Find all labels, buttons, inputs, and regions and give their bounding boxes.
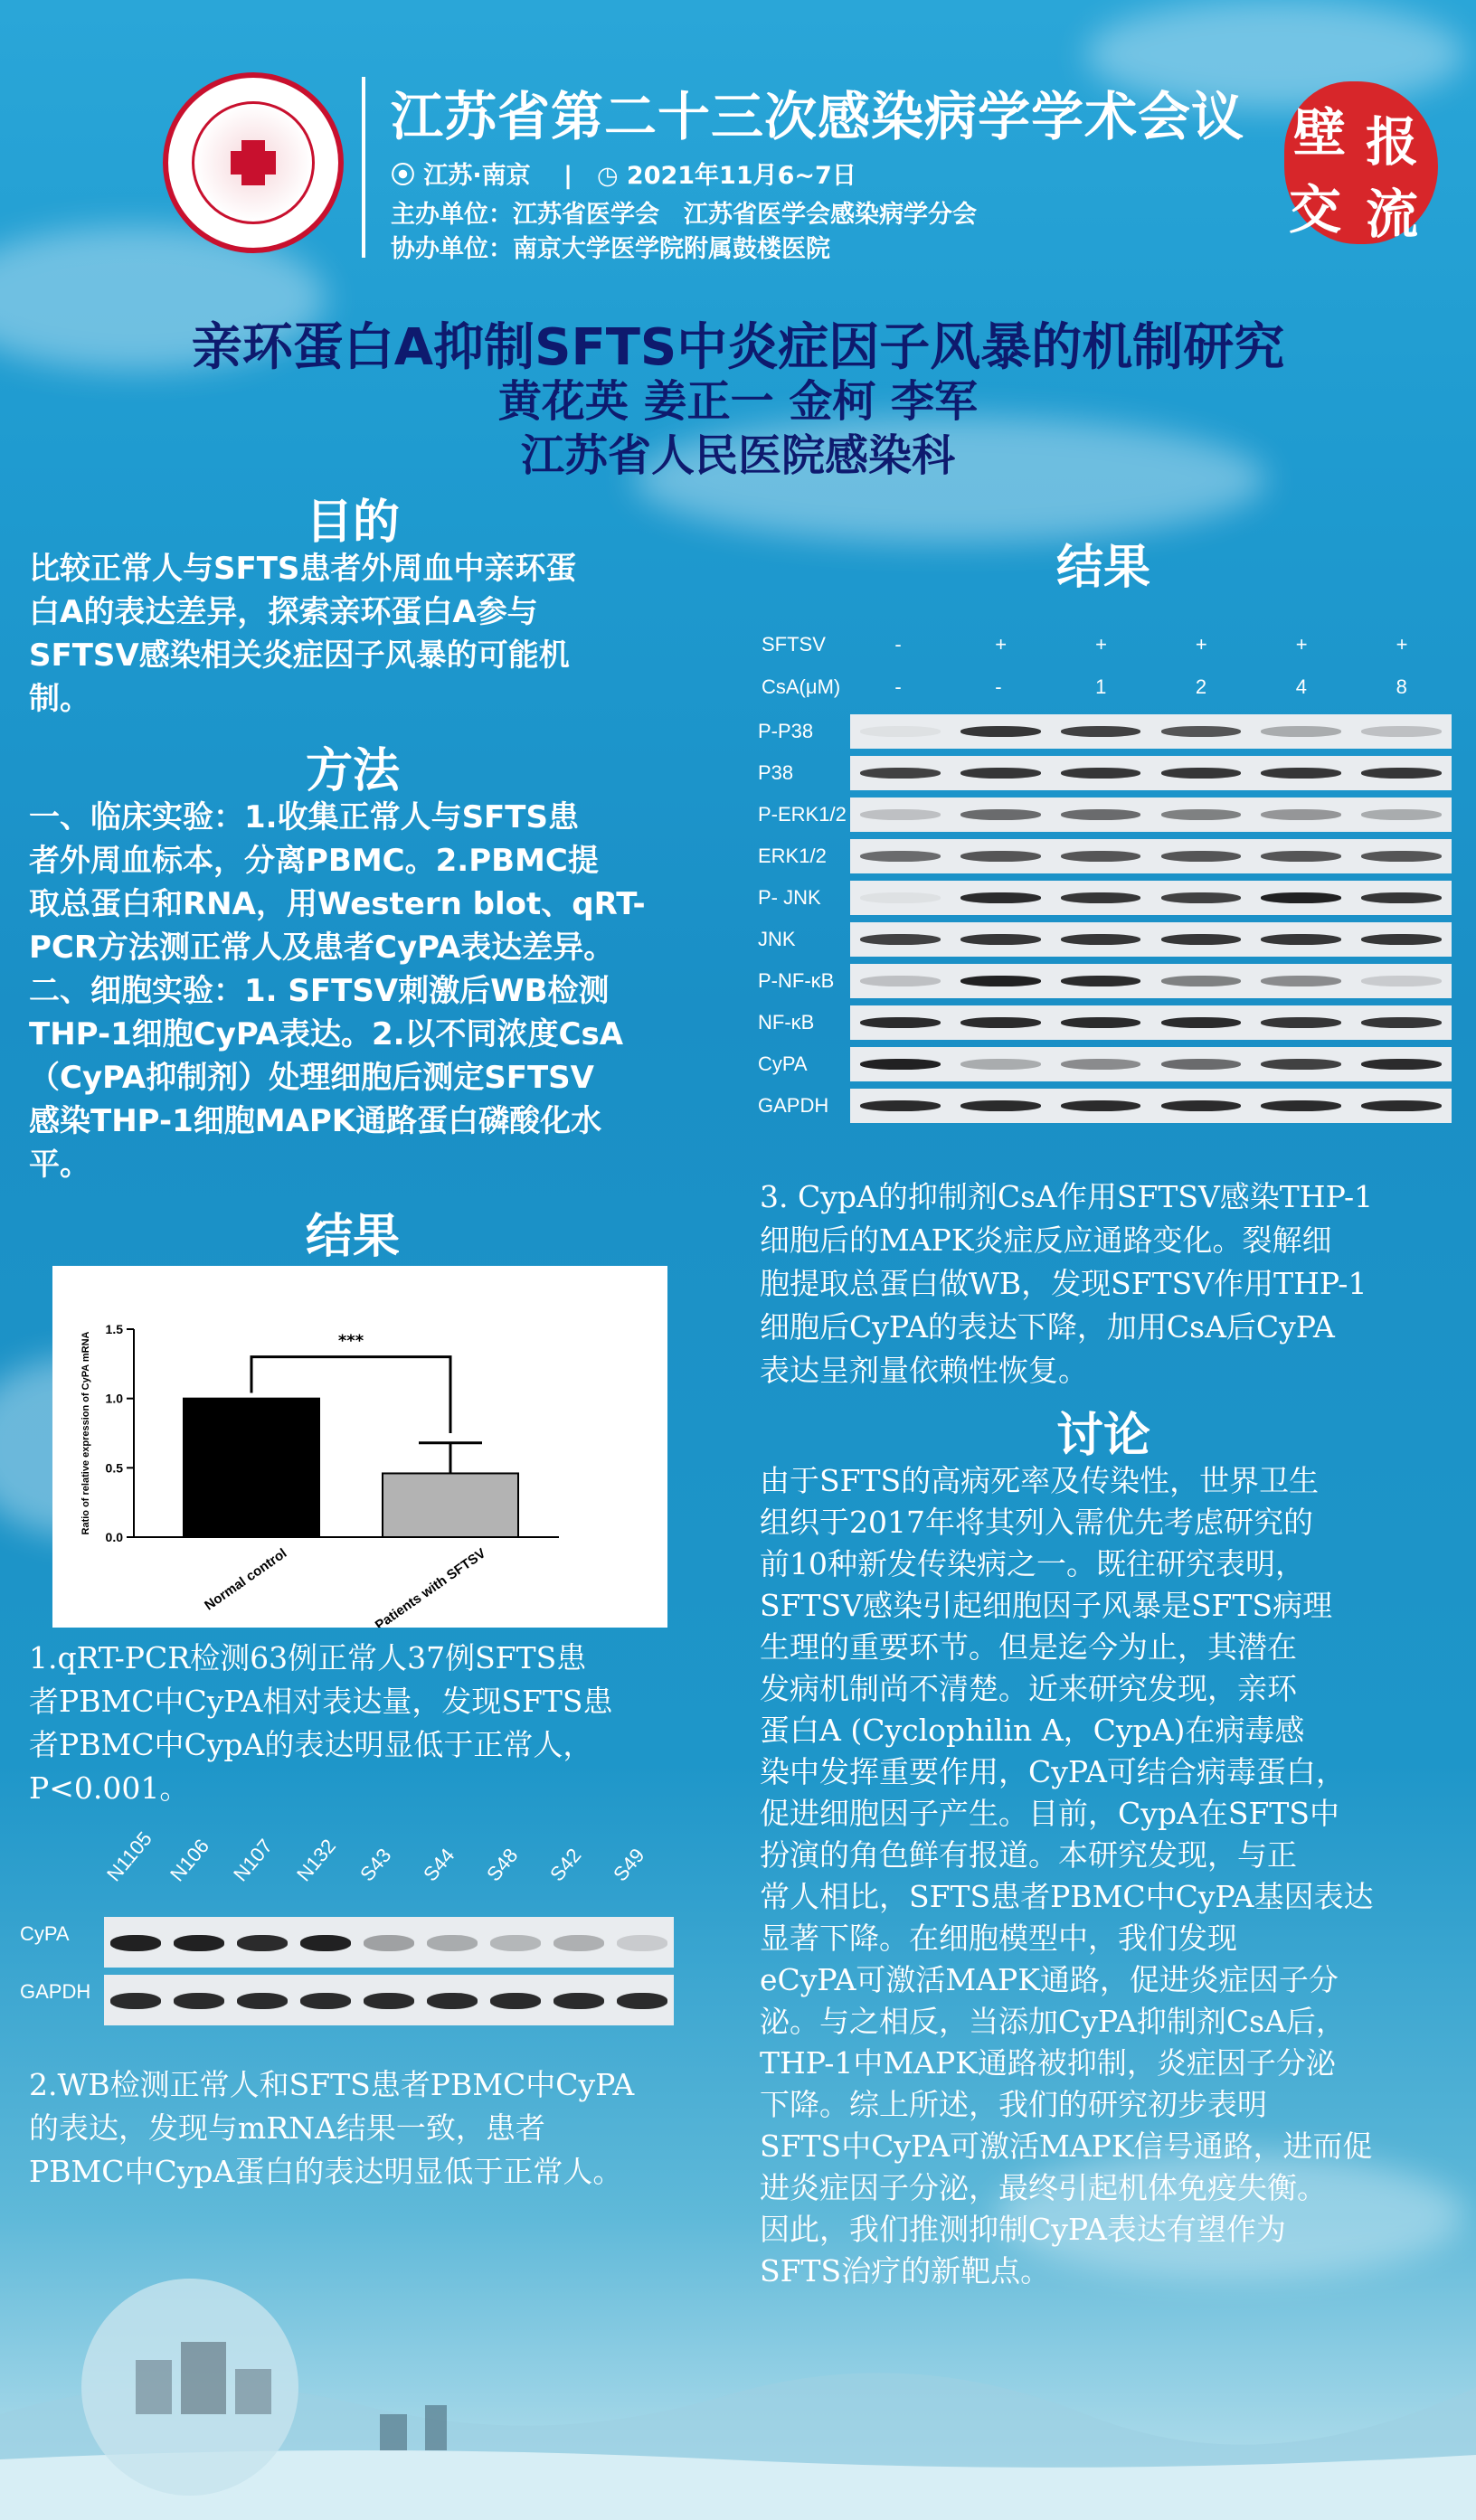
csa-lane-value: 1 <box>1095 675 1107 698</box>
text-line: 显著下降。在细胞模型中，我们发现 <box>760 1921 1237 1956</box>
purpose-heading: 目的 <box>305 496 400 550</box>
text-line: eCyPA可激活MAPK通路，促进炎症因子分 <box>760 1962 1339 1997</box>
blot-band <box>1061 892 1141 903</box>
blot-band <box>1361 851 1442 862</box>
blot-lane-label: N1105 <box>102 1826 156 1886</box>
blot-band <box>174 1935 224 1951</box>
co-organizer-label: 协办单位： <box>391 235 513 263</box>
blot-band <box>110 1993 161 2009</box>
blot-row-label: GAPDH <box>20 1980 91 2003</box>
text-line: 表达呈剂量依赖性恢复。 <box>760 1353 1088 1388</box>
blot-strip <box>850 839 1452 873</box>
conference-location: 江苏·南京 <box>423 162 531 190</box>
co-organizer: 南京大学医学院附属鼓楼医院 <box>513 235 830 263</box>
blot-lane-label: S43 <box>355 1844 396 1886</box>
y-tick-label: 0.0 <box>105 1530 123 1544</box>
blot-band <box>960 1017 1041 1028</box>
blot-row-label: CyPA <box>758 1052 808 1075</box>
blot-band <box>1161 726 1242 737</box>
blot-strip <box>850 1089 1452 1123</box>
blot-row-label: ERK1/2 <box>758 845 827 867</box>
text-line: SFTSV感染引起细胞因子风暴是SFTS病理 <box>760 1588 1333 1623</box>
conference-location-date <box>391 156 856 191</box>
logo-emblem <box>192 101 315 224</box>
x-category-label: Normal control <box>202 1545 290 1614</box>
y-tick-label: 0.5 <box>105 1460 123 1476</box>
blot-band <box>490 1935 541 1951</box>
text-line: 的表达，发现与mRNA结果一致，患者 <box>29 2110 545 2146</box>
blot-strip <box>850 798 1452 832</box>
blot-band <box>1261 809 1341 820</box>
text-line: THP-1中MAPK通路被抑制，炎症因子分泌 <box>760 2045 1336 2081</box>
blot-band <box>427 1935 478 1951</box>
text-line: 发病机制尚不清楚。近来研究发现，亲环 <box>760 1671 1297 1706</box>
blot-band <box>1261 1059 1341 1070</box>
blot-band <box>1161 892 1242 903</box>
blot-band <box>860 1017 941 1028</box>
blot-band <box>860 851 941 862</box>
building <box>136 2360 172 2414</box>
text-line: 平。 <box>29 1147 90 1183</box>
blot-band <box>1061 809 1141 820</box>
blot-band <box>960 1059 1041 1070</box>
blot-band <box>860 976 941 986</box>
blot-band <box>960 892 1041 903</box>
text-line: P<0.001。 <box>29 1770 190 1806</box>
text-line: 白A的表达差异，探索亲环蛋白A参与 <box>29 594 538 630</box>
text-line: 比较正常人与SFTS患者外周血中亲环蛋 <box>29 551 577 587</box>
blot-band <box>1161 1059 1242 1070</box>
blot-band <box>860 726 941 737</box>
blot-band <box>1361 1017 1442 1028</box>
blot-band <box>1061 934 1141 945</box>
text-line: （CyPA抑制剂）处理细胞后测定SFTSV <box>29 1060 594 1096</box>
y-tick-label: 1.5 <box>105 1322 123 1336</box>
text-line: 扮演的角色鲜有报道。本研究发现，与正 <box>760 1837 1297 1873</box>
text-line: 者PBMC中CypA的表达明显低于正常人， <box>29 1727 593 1762</box>
western-blot-mapk <box>742 624 1465 1130</box>
stamp-char: 报 <box>1366 111 1419 173</box>
blot-band <box>960 1100 1041 1111</box>
text-line: 进炎症因子分泌，最终引起机体免疫失衡。 <box>760 2170 1327 2205</box>
blot-strip <box>850 964 1452 998</box>
blot-band <box>960 768 1041 779</box>
y-axis-label: Ratio of relative expression of CyPA mRNA <box>80 1331 91 1535</box>
clock-icon: | ◷ <box>539 162 627 190</box>
blot-band <box>1261 892 1341 903</box>
text-line: 1.qRT-PCR检测63例正常人37例SFTS患 <box>29 1640 587 1675</box>
blot-row-label: P-P38 <box>758 720 814 742</box>
cross-icon <box>231 151 276 175</box>
text-line: 生理的重要环节。但是迄今为止，其潜在 <box>760 1629 1297 1665</box>
blot-band <box>1061 851 1141 862</box>
sftsv-lane-value: + <box>1396 633 1408 656</box>
conference-title: 江苏省第二十三次感染病学学术会议 <box>391 86 1245 147</box>
results-right-heading: 结果 <box>1055 541 1150 595</box>
text-line: 胞提取总蛋白做WB，发现SFTSV作用THP-1 <box>760 1266 1367 1301</box>
text-line: 组织于2017年将其列入需优先考虑研究的 <box>760 1505 1313 1540</box>
blot-band <box>960 851 1041 862</box>
text-line: 由于SFTS的高病死率及传染性，世界卫生 <box>760 1463 1320 1498</box>
conference-date: 2021年11月6~7日 <box>626 162 856 190</box>
blot-band <box>1361 809 1442 820</box>
blot-strip <box>850 1005 1452 1040</box>
organizer: 江苏省医学会 江苏省医学会感染病学分会 <box>513 201 977 229</box>
text-line: SFTS中CyPA可激活MAPK信号通路，进而促 <box>760 2128 1373 2164</box>
blot-row-label: P-NF-κB <box>758 969 835 992</box>
poster-exchange-stamp <box>1284 72 1438 253</box>
blot-row-label: GAPDH <box>758 1094 829 1117</box>
blot-lane-label: S42 <box>545 1844 586 1886</box>
text-line: PCR方法测正常人及患者CyPA表达差异。 <box>29 930 615 966</box>
blot-band <box>860 1100 941 1111</box>
text-line: PBMC中CypA蛋白的表达明显低于正常人。 <box>29 2154 623 2189</box>
blot-band <box>1261 851 1341 862</box>
stamp-char: 流 <box>1366 184 1419 245</box>
blot-lane-label: S48 <box>482 1844 523 1886</box>
blot-row-label: P38 <box>758 761 794 784</box>
methods-heading: 方法 <box>305 744 400 798</box>
co-organizer-line <box>391 229 830 264</box>
blot-band <box>1161 809 1242 820</box>
text-line: SFTSV感染相关炎症因子风暴的可能机 <box>29 637 570 674</box>
csa-row-label: CsA(μM) <box>762 675 841 698</box>
association-logo <box>163 72 344 253</box>
blot-strip <box>850 756 1452 790</box>
blot-band <box>554 1935 604 1951</box>
bar-chart-svg <box>52 1266 667 1628</box>
blot-band <box>1161 851 1242 862</box>
sftsv-lane-value: + <box>995 633 1008 656</box>
blot-band <box>364 1935 414 1951</box>
blot-band <box>1361 768 1442 779</box>
text-line: 泌。与之相反，当添加CyPA抑制剂CsA后， <box>760 2004 1346 2039</box>
csa-lane-value: 4 <box>1295 675 1307 698</box>
blot-band <box>1361 726 1442 737</box>
stamp-char: 壁 <box>1293 102 1347 164</box>
blot-band <box>860 768 941 779</box>
sftsv-lane-value: + <box>1195 633 1207 656</box>
csa-lane-value: - <box>894 675 902 698</box>
text-line: 蛋白A (Cyclophilin A，CypA)在病毒感 <box>760 1713 1305 1748</box>
text-line: 制。 <box>29 681 90 717</box>
blot-band <box>1061 1100 1141 1111</box>
bar <box>184 1399 319 1537</box>
text-line: 者PBMC中CyPA相对表达量，发现SFTS患 <box>29 1684 613 1719</box>
text-line: 2.WB检测正常人和SFTS患者PBMC中CyPA <box>29 2067 635 2102</box>
sftsv-lane-value: + <box>1095 633 1107 656</box>
sftsv-lane-value: - <box>894 633 902 656</box>
organizer-line <box>391 194 977 230</box>
blot-band <box>860 934 941 945</box>
paper-authors: 黄花英 姜正一 金柯 李军 <box>497 376 979 427</box>
blot-band <box>110 1935 161 1951</box>
blot-band <box>1361 1059 1442 1070</box>
blot-band <box>1061 1017 1141 1028</box>
blot-band <box>1261 1017 1341 1028</box>
blot-band <box>1161 976 1242 986</box>
significance-label: *** <box>337 1331 364 1351</box>
building <box>181 2342 226 2414</box>
text-line: 者外周血标本，分离PBMC。2.PBMC提 <box>29 843 599 879</box>
blot-row-label: NF-κB <box>758 1011 815 1033</box>
blot-lane-label: N106 <box>166 1834 214 1886</box>
text-line: 二、细胞实验：1. SFTSV刺激后WB检测 <box>29 973 610 1009</box>
blot-band <box>1161 768 1242 779</box>
blot-band <box>1261 976 1341 986</box>
blot-band <box>1061 1059 1141 1070</box>
blot-band <box>860 809 941 820</box>
blot-strip <box>104 1917 674 1968</box>
text-line: THP-1细胞CyPA表达。2.以不同浓度CsA <box>29 1016 624 1052</box>
blot-band <box>427 1993 478 2009</box>
blot-lane-label: N107 <box>229 1834 278 1886</box>
building <box>380 2414 407 2450</box>
blot-band <box>1161 934 1242 945</box>
blot-lane-label: S49 <box>609 1844 649 1886</box>
sftsv-lane-value: + <box>1295 633 1308 656</box>
blot-band <box>960 809 1041 820</box>
bar <box>383 1473 518 1537</box>
blot-lane-label: S44 <box>419 1844 459 1886</box>
result-caption-2 <box>29 2063 689 2194</box>
blot-band <box>1361 934 1442 945</box>
blot-strip <box>850 881 1452 915</box>
text-line: 促进细胞因子产生。目前，CypA在SFTS中 <box>760 1796 1339 1831</box>
blot-band <box>1261 1100 1341 1111</box>
blot-band <box>364 1993 414 2009</box>
results-left-heading: 结果 <box>305 1210 400 1264</box>
blot-band <box>960 976 1041 986</box>
blot-row-label: JNK <box>758 928 796 950</box>
blot-band <box>300 1935 351 1951</box>
blot-band <box>1261 934 1341 945</box>
blot-band <box>1361 1100 1442 1111</box>
location-pin-icon: ⦿ <box>391 162 424 190</box>
blot-band <box>490 1993 541 2009</box>
blot-strip <box>850 714 1452 749</box>
blot-band <box>860 1059 941 1070</box>
text-line: 常人相比，SFTS患者PBMC中CyPA基因表达 <box>760 1879 1374 1914</box>
blot-row-label: CyPA <box>20 1922 70 1945</box>
blot-band <box>1061 726 1141 737</box>
discussion-heading: 讨论 <box>1055 1409 1150 1463</box>
paper-affiliation: 江苏省人民医院感染科 <box>520 430 955 481</box>
blot-lane-label: N132 <box>292 1834 341 1886</box>
blot-band <box>617 1935 667 1951</box>
text-line: 下降。综上所述，我们的研究初步表明 <box>760 2087 1267 2122</box>
paper-title: 亲环蛋白A抑制SFTS中炎症因子风暴的机制研究 <box>191 318 1285 377</box>
text-line: 3. CypA的抑制剂CsA作用SFTSV感染THP-1 <box>760 1179 1374 1214</box>
blot-band <box>1261 726 1341 737</box>
blot-band <box>1161 1017 1242 1028</box>
blot-band <box>960 934 1041 945</box>
discussion-text <box>760 1460 1465 2292</box>
text-line: 细胞后的MAPK炎症反应通路变化。裂解细 <box>760 1222 1332 1258</box>
text-line: 染中发挥重要作用，CyPA可结合病毒蛋白， <box>760 1754 1346 1789</box>
blot-band <box>1261 768 1341 779</box>
methods-text <box>29 796 680 1186</box>
text-line: 因此，我们推测抑制CyPA表达有望作为 <box>760 2212 1286 2247</box>
text-line: 感染THP-1细胞MAPK通路蛋白磷酸化水 <box>29 1103 602 1139</box>
text-line: 前10种新发传染病之一。既往研究表明， <box>760 1546 1305 1581</box>
decorative-landscape <box>0 2279 1476 2520</box>
blot-row-label: P- JNK <box>758 886 821 909</box>
csa-lane-value: 2 <box>1195 675 1207 698</box>
result-caption-1 <box>29 1637 680 1810</box>
text-line: 细胞后CyPA的表达下降，加用CsA后CyPA <box>760 1309 1335 1345</box>
blot-band <box>1161 1100 1242 1111</box>
organizer-label: 主办单位： <box>391 201 513 229</box>
blot-band <box>1361 892 1442 903</box>
y-tick-label: 1.0 <box>105 1391 123 1406</box>
blot-strip <box>850 922 1452 957</box>
blot-band <box>1061 768 1141 779</box>
csa-lane-value: 8 <box>1396 675 1407 698</box>
text-line: 一、临床实验：1.收集正常人与SFTS患 <box>29 799 579 835</box>
building <box>235 2369 271 2414</box>
western-blot-pbmc <box>0 1817 687 2034</box>
blot-band <box>860 892 941 903</box>
blot-row-label: P-ERK1/2 <box>758 803 847 826</box>
text-line: 取总蛋白和RNA，用Western blot、qRT- <box>29 886 646 922</box>
result-caption-3 <box>760 1175 1465 1392</box>
blot-band <box>174 1993 224 2009</box>
blot-strip <box>104 1975 674 2025</box>
blot-band <box>300 1993 351 2009</box>
building <box>425 2405 447 2450</box>
purpose-text <box>29 547 680 721</box>
stamp-char: 交 <box>1289 179 1342 241</box>
header-divider <box>362 77 365 258</box>
blot-band <box>237 1935 288 1951</box>
blot-band <box>1061 976 1141 986</box>
blot-band <box>617 1993 667 2009</box>
qpcr-bar-chart <box>52 1266 667 1628</box>
sftsv-row-label: SFTSV <box>762 633 826 656</box>
csa-lane-value: - <box>995 675 1002 698</box>
blot-band <box>237 1993 288 2009</box>
blot-band <box>1361 976 1442 986</box>
blot-band <box>554 1993 604 2009</box>
x-category-label: Patients with SFTSV <box>372 1545 489 1628</box>
blot-strip <box>850 1047 1452 1081</box>
text-line: SFTS治疗的新靶点。 <box>760 2253 1051 2289</box>
blot-band <box>960 726 1041 737</box>
